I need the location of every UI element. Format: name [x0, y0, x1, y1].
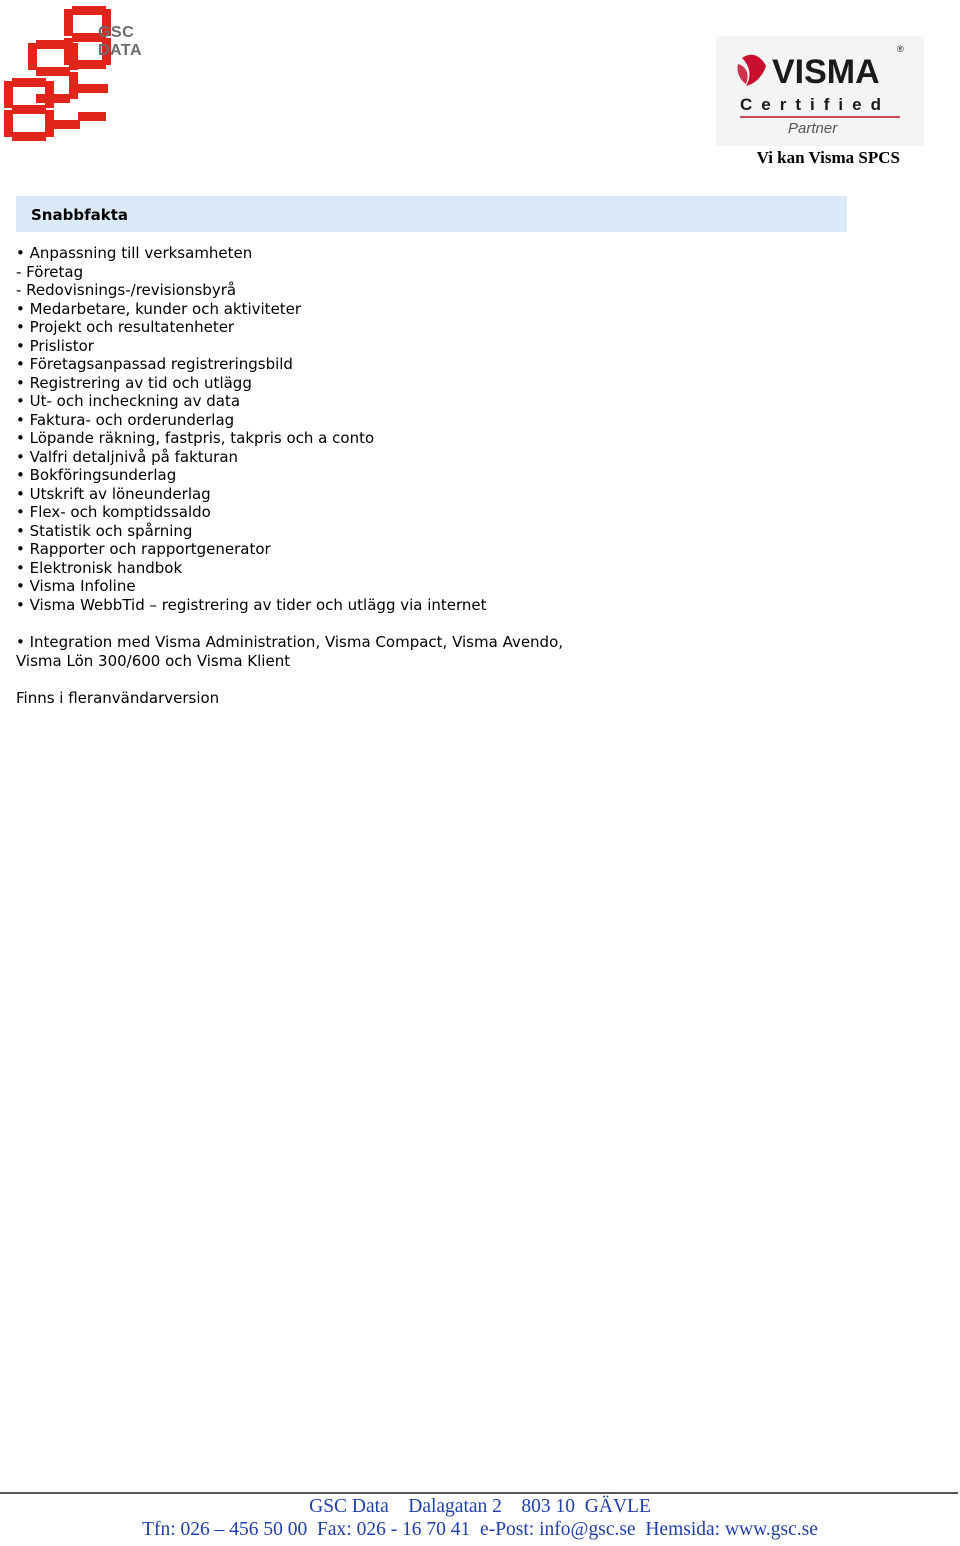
section-header — [16, 196, 847, 232]
company-name — [98, 24, 142, 60]
tagline: Vi kan Visma SPCS — [756, 148, 900, 167]
multiuser-note: Finns i fleranvändarversion — [16, 689, 220, 707]
partner-text: Partner — [788, 120, 838, 137]
feature-list — [16, 244, 916, 614]
list-item: • Faktura- och orderunderlag — [16, 410, 235, 429]
list-item: • Visma Infoline — [16, 577, 136, 595]
list-item: • Utskrift av löneunderlag — [16, 484, 211, 503]
section-title: Snabbfakta — [31, 206, 128, 224]
list-item: • Ut- och incheckning av data — [16, 392, 241, 410]
registered-mark: ® — [897, 44, 904, 54]
footer-address: GSC Data Dalagatan 2 803 10 GÄVLE — [309, 1496, 651, 1517]
list-item: • Visma WebbTid – registrering av tider och utlägg via internet — [16, 595, 487, 614]
list-item: • Projekt och resultatenheter — [16, 318, 235, 336]
visma-certified-partner-icon — [716, 36, 924, 146]
list-item: • Registrering av tid och utlägg — [16, 373, 252, 392]
list-item: - Företag — [16, 262, 84, 281]
list-item: • Anpassning till verksamheten — [16, 244, 253, 262]
list-item: • Prislistor — [16, 336, 94, 355]
list-item: - Redovisnings-/revisionsbyrå — [16, 281, 237, 299]
visma-wordmark: VISMA — [772, 53, 880, 91]
list-item: • Löpande räkning, fastpris, takpris och a conto — [16, 429, 375, 447]
list-item: • Flex- och komptidssaldo — [16, 503, 211, 521]
list-item: • Företagsanpassad registreringsbild — [16, 355, 293, 373]
list-item: • Bokföringsunderlag — [16, 466, 177, 484]
integration-line1: • Integration med Visma Administration, Visma Compact, Visma Avendo, — [16, 633, 564, 651]
company-name-line2: DATA — [98, 42, 143, 59]
list-item: • Valfri detaljnivå på fakturan — [16, 447, 239, 466]
footer-divider — [0, 1492, 958, 1494]
list-item: • Elektronisk handbok — [16, 558, 183, 577]
company-name-line1: GSC — [98, 24, 135, 41]
list-item: • Medarbetare, kunder och aktiviteter — [16, 299, 302, 318]
certified-text: Certified — [740, 95, 890, 114]
integration-line2: Visma Lön 300/600 och Visma Klient — [16, 651, 291, 670]
footer-contacts: Tfn: 026 – 456 50 00 Fax: 026 - 16 70 41 e-Post: info@gsc.se Hemsida: www.gsc.se — [142, 1519, 818, 1540]
list-item: • Statistik och spårning — [16, 521, 193, 540]
list-item: • Rapporter och rapportgenerator — [16, 540, 271, 558]
integration-note — [16, 633, 916, 670]
